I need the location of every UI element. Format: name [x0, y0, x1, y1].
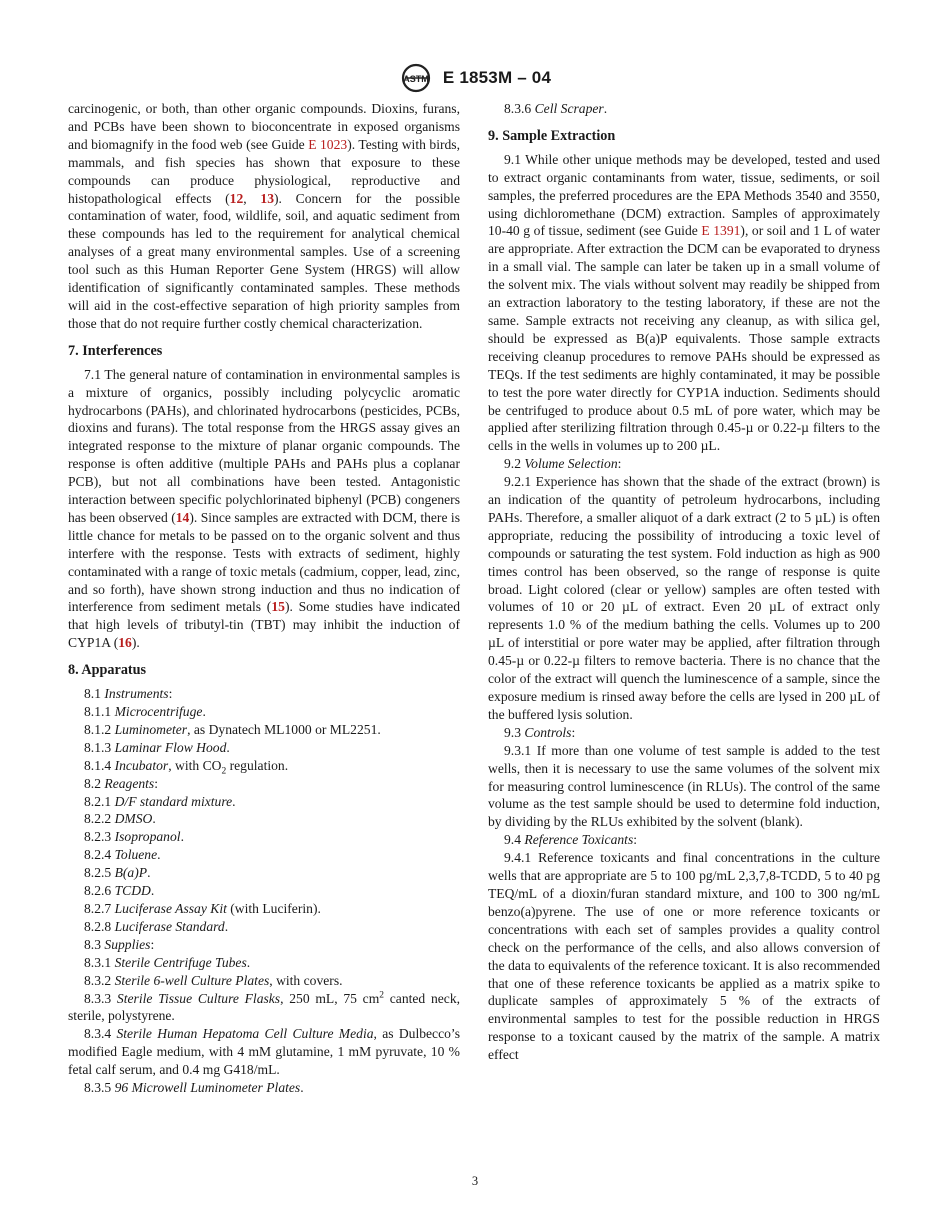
ref-link-12[interactable]: 12 [229, 190, 244, 206]
ref-link-14[interactable]: 14 [175, 509, 190, 525]
item-8-2-6: 8.2.6 TCDD. [84, 883, 155, 899]
left-column [68, 100, 460, 1097]
item-8-1-1: 8.1.1 Microcentrifuge. [84, 704, 206, 719]
svg-text:ASTM: ASTM [403, 74, 429, 84]
ref-link-16[interactable]: 16 [118, 635, 132, 651]
intro-paragraph: carcinogenic, or both, than other organic compounds. Dioxins, furans, and PCBs have been shown to bioconcentrate in exposed organisms and biomagnify in the food web (see Guide E 1023). Testing with birds, mammals, and fish species has shown that exposure to these compounds can produce physiological, reproductive and histopathological effects (12, 13). Concern for the possible contamination of water, food, wildlife, soil, and aquatic sediment from these compounds has led to the requirement for analytical chemical analyses of a great many environmental samples. Use of a screening tool such as this Human Reporter Gene System (HRGS) will allow identification of significantly contaminated samples. These methods will aid in the cost-effective separation of high priority samples from those that do not require further costly chemical characterization. [68, 101, 460, 331]
item-8-3-5: 8.3.5 96 Microwell Luminometer Plates. [84, 1080, 304, 1096]
item-8-2-4: 8.2.4 Toluene. [84, 847, 161, 863]
item-8-3-4: 8.3.4 Sterile Human Hepatoma Cell Culture Media, as Dulbecco’s modified Eagle medium, with 4 mM glutamine, 1 mM pyruvate, 10 % fetal calf serum, and 0.4 mg G418/mL. [68, 1026, 460, 1078]
right-column [488, 100, 880, 1064]
item-8-3-6: 8.3.6 Cell Scraper. [504, 101, 608, 116]
ref-link-15[interactable]: 15 [271, 599, 285, 615]
item-8-1-3: 8.1.3 Laminar Flow Hood. [84, 739, 230, 755]
item-8-2: 8.2 Reagents: [84, 775, 159, 791]
page-number: 3 [471, 1174, 479, 1188]
item-8-1-2: 8.1.2 Luminometer, as Dynatech ML1000 or ML2251. [84, 721, 381, 737]
paragraph-9-2-1: 9.2.1 Experience has shown that the shade of the extract (brown) is an indication of the quantity of petroleum hydrocarbons, including PAHs. Therefore, a smaller aliquot of a dark extract (2 to 5 µL) is often appropriate, reducing the possibility of introducing a toxic level of compounds or saturating the test system. Fold induction as high as 900 times control has been observed, so the range of response is quite broad. Light colored (clear or yellow) samples are often tested with volumes of 10 or 20 µL of extract. Even 20 µL of extract only represents 1.0 % of the medium bathing the cells. Volumes up to 200 µL of interstitial or pore water may be applied, after filtration through 0.45-µ or 0.22-µ filters to remove bacteria. There is no chance that the color of the extract will quench the luminescence of a sample, since the exposure medium is rinsed away before the cells are lysed in 200 µL of the buffered lysis solution. [488, 474, 880, 722]
item-8-2-2: 8.2.2 DMSO. [84, 811, 156, 827]
item-9-4: 9.4 Reference Toxicants: [504, 832, 638, 848]
standard-designation: E 1853M – 04 [442, 68, 552, 87]
item-8-3: 8.3 Supplies: [84, 936, 155, 952]
section-heading-interferences: 7. Interferences [68, 342, 163, 359]
item-8-3-1: 8.3.1 Sterile Centrifuge Tubes. [84, 954, 251, 970]
item-8-1-4: 8.1.4 Incubator, with $CO_2$ regulation. [84, 757, 289, 777]
item-8-1: 8.1 Instruments: [84, 686, 173, 702]
item-9-2: 9.2 Volume Selection: [504, 456, 622, 472]
item-8-2-7: 8.2.7 Luciferase Assay Kit (with Luciferin). [84, 900, 321, 916]
item-8-2-8: 8.2.8 Luciferase Standard. [84, 918, 229, 934]
ref-link-13[interactable]: 13 [260, 190, 274, 206]
item-8-2-3: 8.2.3 Isopropanol. [84, 829, 184, 845]
page-header [0, 63, 950, 93]
paragraph-7-1: 7.1 The general nature of contamination in environmental samples is a mixture of organics, possibly including polycyclic aromatic hydrocarbons (PAHs), and chlorinated hydrocarbons (pesticides, PCBs, dioxins and furans). The total response from the HRGS assay gives an integrated response to the mixture of planar organic compounds. The response is often additive (multiple PAHs and PAHs plus a coplanar PCB), but not all combinations have been tested. Antagonistic interaction between specific polychlorinated biphenyl (PCB) congeners has been observed (14). Since samples are extracted with DCM, there is little chance for metals to be passed on to the organic solvent and thus interfere with the response. Tests with extracts of sediment, highly contaminated with a range of toxic metals (cadmium, copper, lead, zinc, and so forth), have shown strong induction and thus no indication of interference from sediment metals (15). Some studies have indicated that high levels of tributyl-tin (TBT) may inhibit the induction of CYP1A (16). [68, 366, 461, 651]
item-8-3-2: 8.3.2 Sterile 6-well Culture Plates, with covers. [84, 972, 343, 988]
item-8-2-5: 8.2.5 B(a)P. [84, 865, 151, 881]
paragraph-9-1: 9.1 While other unique methods may be developed, tested and used to extract organic contaminants from water, tissue, sediments, or soil samples, the preferred procedures are the EPA Methods 3540 and 3550, using dichloromethane (DCM) extraction. Samples of approximately 10-40 g of tissue, sediment (see Guide E 1391), or soil and 1 L of water are appropriate. After extraction the DCM can be evaporated to dryness in a small vial. The sample can later be taken up in a small volume of the solvent mix. The vials without solvent may readily be shipped from an extraction laboratory to the testing laboratory, if these are not the same. Sample extracts not receiving any cleanup, as with silica gel, should be expressed as B(a)P equivalents. Those sample extracts receiving cleanup procedures to remove PAHs should be expressed as TEQs. If the test sediments are highly contaminated, it may be possible to test the pore water directly for CYP1A induction. Sediments should be centrifuged to produce about 0.5 mL of pore water, which may be applied after sterilizing filtration through 0.45-µ or 0.22-µ filters to the cells in the wells in volumes up to 200 µL. [488, 151, 881, 454]
item-9-3: 9.3 Controls: [504, 724, 576, 740]
guide-link-e1391[interactable]: E 1391 [701, 223, 741, 239]
astm-logo-icon [399, 63, 433, 93]
section-heading-sample-extraction: 9. Sample Extraction [488, 127, 616, 144]
item-8-2-1: 8.2.1 D/F standard mixture. [84, 793, 236, 809]
paragraph-9-4-1: 9.4.1 Reference toxicants and final concentrations in the culture wells that are appropriate are 5 to 100 pg/mL 2,3,7,8-TCDD, 5 to 40 pg TEQ/mL of a dioxin/furan standard mixture, and 100 to 300 ng/mL benzo(a)pyrene. The use of one or more reference toxicants or concentrations with each set of samples provides a quality control check on the performance of the cells, and also allows conversion of the data to equivalents of the reference toxicant. It is also recommended that one of these reference toxicants be applied as a matrix spike to duplicate samples of approximately 5 % of the extracts of environmental samples to test for the possible reduction in HRGS response to a toxicant caused by the matrix of the sample. A matrix effect [488, 850, 880, 1063]
section-heading-apparatus: 8. Apparatus [68, 662, 147, 679]
guide-link-e1023[interactable]: E 1023 [308, 136, 348, 152]
paragraph-9-3-1: 9.3.1 If more than one volume of test sample is added to the test wells, then it is necessary to use the same volumes of the solvent mix for measuring control luminescence (in RLUs). The control of the same volume as the test sample should be used to determine fold induction, by dividing by the RLUs exhibited by the solvent (blank). [488, 742, 880, 830]
item-8-3-3: 8.3.3 Sterile Tissue Culture Flasks, 250 mL, 75 $cm^2$ canted neck, sterile, polystyrene. [68, 989, 461, 1024]
